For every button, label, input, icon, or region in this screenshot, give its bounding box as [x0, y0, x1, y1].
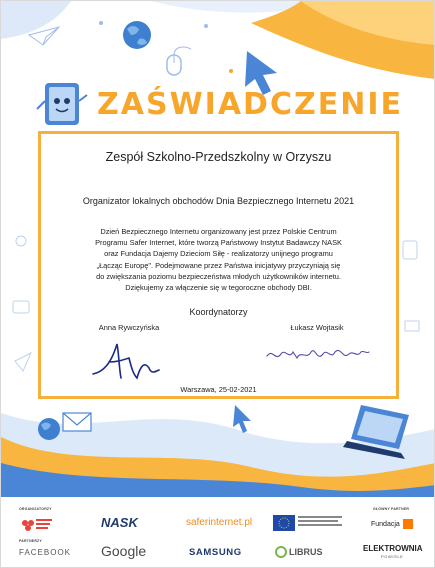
signature-1	[89, 334, 161, 384]
body-line: Dzień Bezpiecznego Internetu organizowany jest przez Polskie Centrum	[100, 227, 337, 236]
school-name: Zespół Szkolno-Przedszkolny w Orzyszu	[105, 150, 332, 164]
main-partner-label: GŁÓWNY PARTNER	[373, 507, 410, 511]
body-line: „Łącząc Europę". Podejmowane przez Państwa inicjatywy przyczyniają się	[96, 260, 341, 270]
coordinator-name-1: Anna Rywczyńska	[98, 323, 160, 332]
certificate-frame	[38, 131, 399, 399]
body-line: do zwiększania poziomu bezpieczeństwa młodych użytkowników internetu.	[96, 271, 341, 281]
facebook-logo: FACEBOOK	[19, 548, 72, 557]
body-line: Programu Safer Internet, które tworzą Państwowy Instytut Badawczy NASK	[95, 238, 342, 248]
globe-icon	[38, 418, 60, 440]
orange-square-logo	[403, 519, 413, 529]
signature-2	[263, 342, 373, 368]
nask-logo: NASK	[101, 515, 138, 530]
envelope-icon	[63, 413, 91, 431]
globe-icon	[123, 21, 151, 49]
body-line: oraz Fundacja Dajemy Dzieciom Siłę - realizatorzy unijnego programu	[104, 249, 333, 259]
google-logo: Google	[101, 543, 147, 559]
elektrownia-logo: ELEKTROWNIA	[363, 544, 423, 553]
fundacja-logo: Fundacja	[371, 521, 400, 528]
organizers-label: ORGANIZATORZY	[19, 507, 52, 511]
coordinator-name-2: Łukasz Wojtasik	[290, 323, 344, 332]
tablet-mascot-icon	[37, 83, 87, 125]
body-line: Dziękujemy za włączenie się w tegoroczne obchody DBI.	[125, 283, 312, 293]
organizer-line: Organizator lokalnych obchodów Dnia Bezpiecznego Internetu 2021	[82, 196, 355, 206]
elektrownia-sub-logo: POWIŚLE	[381, 554, 404, 559]
computer-mouse-icon	[167, 47, 191, 75]
samsung-logo: SAMSUNG	[189, 547, 242, 558]
certificate-body	[61, 226, 376, 293]
librus-logo: LIBRUS	[289, 547, 323, 557]
cursor-arrow-icon	[233, 405, 251, 433]
partners-label: PARTNERZY	[19, 539, 42, 543]
date-place: Warszawa, 25-02-2021	[180, 385, 257, 394]
certificate-title: ZAŚWIADCZENIE	[97, 87, 403, 122]
saferinternet-logo: saferinternet.pl	[186, 517, 253, 528]
coordinators-label: Koordynatorzy	[189, 307, 248, 317]
